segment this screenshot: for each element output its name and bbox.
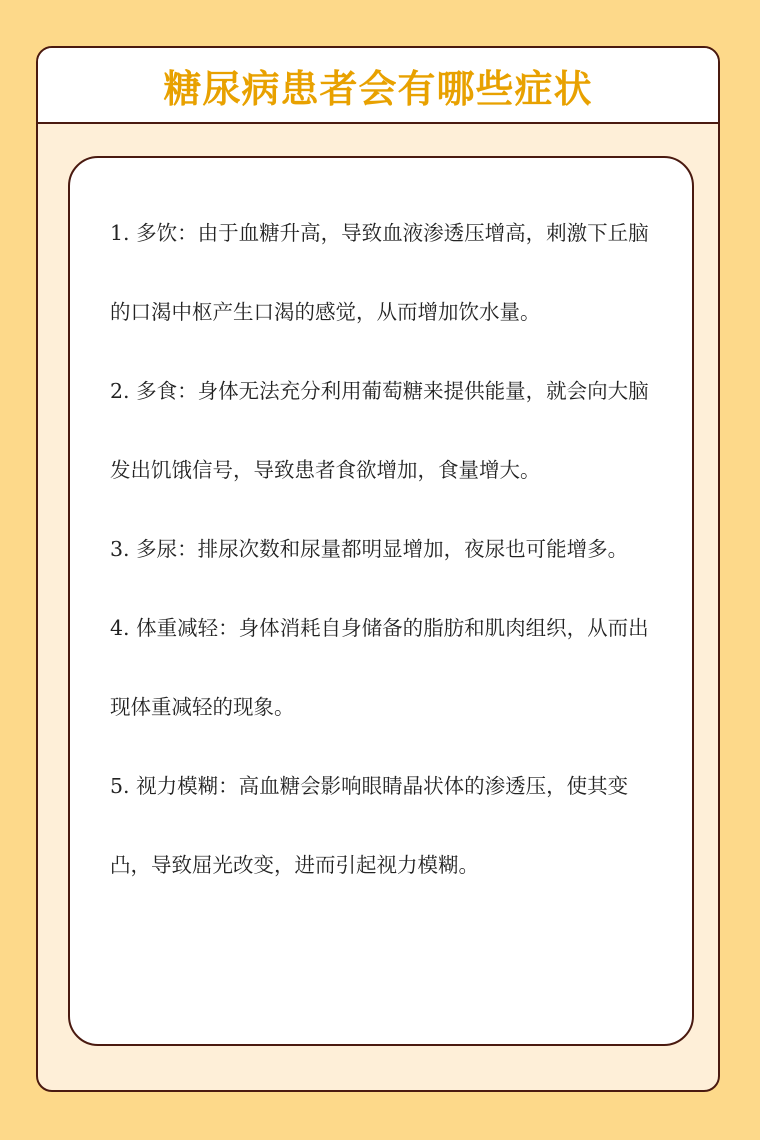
- outer-card: [36, 46, 720, 1092]
- symptom-item: [110, 352, 668, 510]
- symptom-number: 4.: [110, 616, 130, 640]
- symptom-number: 3.: [110, 537, 130, 561]
- page-title: 糖尿病患者会有哪些症状: [163, 66, 593, 111]
- symptom-item: [110, 194, 668, 352]
- symptom-number: 5.: [110, 774, 130, 798]
- symptom-text: 多食：身体无法充分利用葡萄糖来提供能量，就会向大脑发出饥饿信号，导致患者食欲增加，食量增大。: [110, 379, 649, 482]
- symptom-text: 视力模糊：高血糖会影响眼睛晶状体的渗透压，使其变凸，导致屈光改变，进而引起视力模糊。: [110, 774, 629, 877]
- title-bar: [38, 48, 718, 124]
- symptom-item: [110, 747, 668, 905]
- symptom-item: [110, 510, 668, 589]
- symptom-text: 多尿：排尿次数和尿量都明显增加，夜尿也可能增多。: [136, 537, 629, 561]
- symptom-text: 多饮：由于血糖升高，导致血液渗透压增高，刺激下丘脑的口渴中枢产生口渴的感觉，从而增加饮水量。: [110, 221, 649, 324]
- symptom-number: 1.: [110, 221, 130, 245]
- symptom-number: 2.: [110, 379, 130, 403]
- symptom-text: 体重减轻：身体消耗自身储备的脂肪和肌肉组织，从而出现体重减轻的现象。: [110, 616, 649, 719]
- content-card: [68, 156, 694, 1046]
- symptom-item: [110, 589, 668, 747]
